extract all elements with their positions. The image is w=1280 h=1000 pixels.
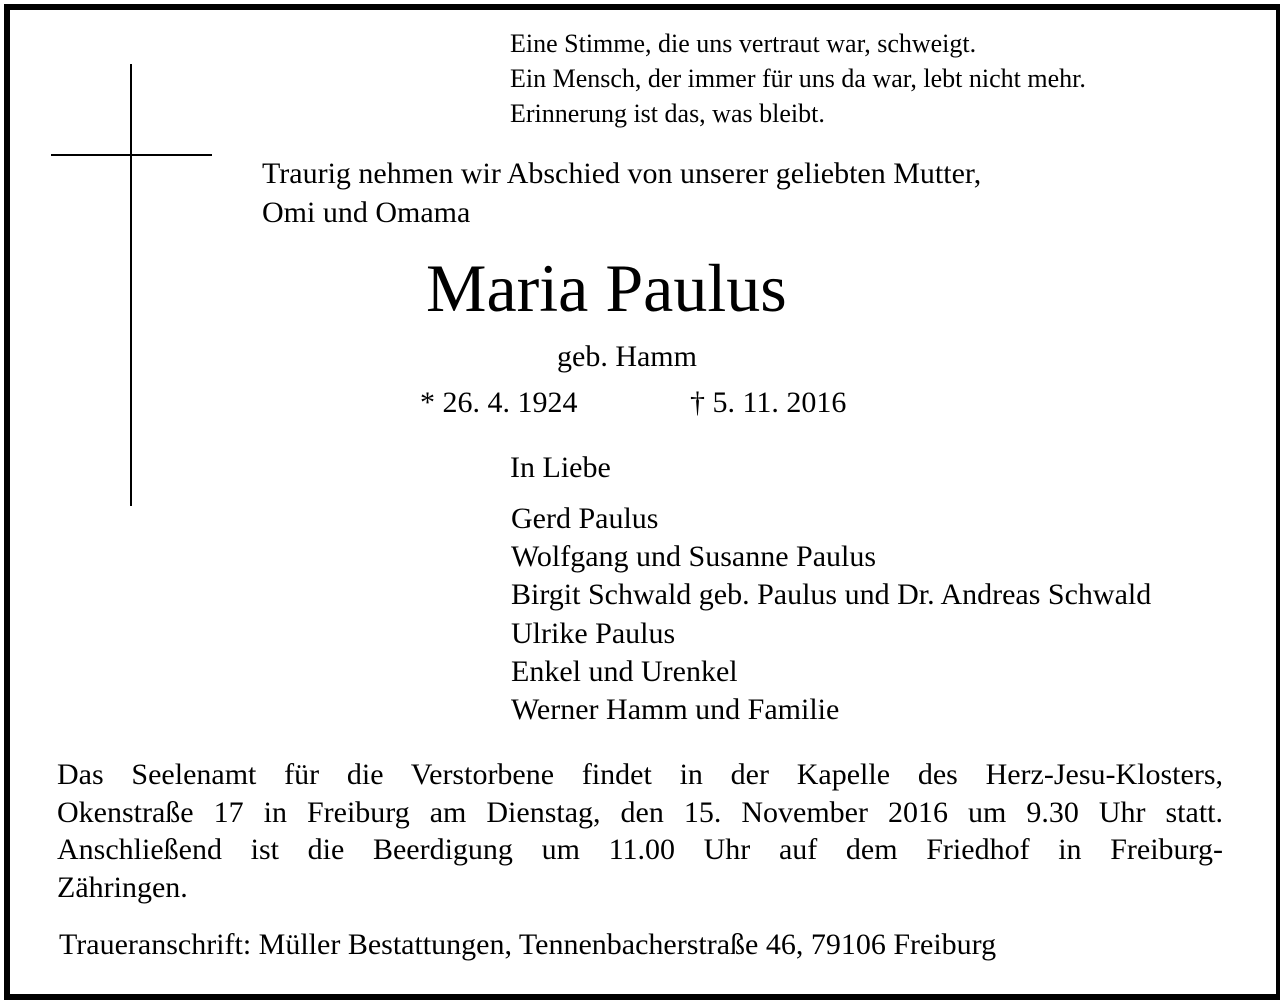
- service-line: Anschließend ist die Beerdigung um 11.00 Uhr auf dem Friedhof in Freiburg-: [57, 833, 1223, 866]
- farewell-intro: [262, 154, 981, 232]
- deceased-name: Maria Paulus: [426, 250, 787, 326]
- mourner-item: Enkel und Urenkel: [511, 654, 738, 688]
- motto-line: Erinnerung ist das, was bleibt.: [510, 99, 825, 128]
- service-line: Das Seelenamt für die Verstorbene findet in der Kapelle des Herz-Jesu-Klosters,: [57, 758, 1223, 791]
- birth-date: * 26. 4. 1924: [420, 386, 578, 419]
- mourner-item: Birgit Schwald geb. Paulus und Dr. Andreas Schwald: [511, 578, 1152, 612]
- motto-verse: [510, 26, 1086, 131]
- mourner-item: Ulrike Paulus: [511, 616, 676, 650]
- mourner-item: Gerd Paulus: [511, 502, 659, 535]
- motto-line: Eine Stimme, die uns vertraut war, schweigt.: [510, 29, 977, 58]
- motto-line: Ein Mensch, der immer für uns da war, lebt nicht mehr.: [510, 64, 1086, 93]
- cross-vertical-bar: [130, 64, 132, 506]
- funeral-service-info: [57, 756, 1223, 906]
- mourner-item: Werner Hamm und Familie: [511, 693, 840, 727]
- mourner-item: Wolfgang und Susanne Paulus: [511, 540, 877, 574]
- intro-line: Omi und Omama: [262, 196, 471, 229]
- mourners-list: [511, 500, 1151, 729]
- intro-line: Traurig nehmen wir Abschied von unserer geliebten Mutter,: [262, 157, 982, 190]
- cross-horizontal-bar: [51, 154, 212, 156]
- service-line: Okenstraße 17 in Freiburg am Dienstag, den 15. November 2016 um 9.30 Uhr statt.: [57, 795, 1223, 829]
- death-date: † 5. 11. 2016: [690, 386, 847, 419]
- condolence-address: Traueranschrift: Müller Bestattungen, Tennenbacherstraße 46, 79106 Freiburg: [59, 928, 997, 961]
- maiden-name: geb. Hamm: [557, 340, 697, 373]
- closing-phrase: In Liebe: [510, 451, 611, 484]
- service-line: Zähringen.: [57, 870, 188, 904]
